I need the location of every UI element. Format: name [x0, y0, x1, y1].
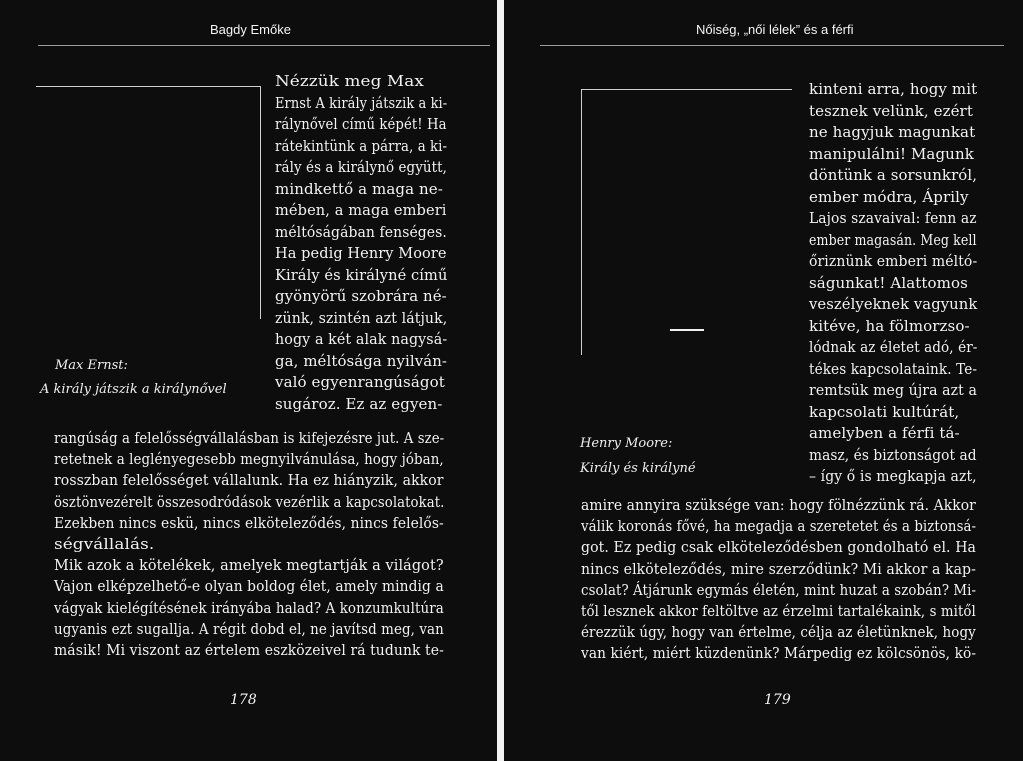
- text-line: ember módra, Áprily: [809, 187, 969, 206]
- page-gutter: [497, 0, 504, 761]
- text-line: masz, és biztonságot ad: [809, 445, 977, 464]
- text-line: amire annyira szüksége van: hogy fölnézzünk rá. Akkor: [581, 496, 976, 514]
- text-line: kinteni arra, hogy mit: [809, 80, 978, 98]
- right-caption-title: Király és királyné: [580, 461, 696, 476]
- text-line: érezzük úgy, hogy van értelme, célja az életünknek, hogy: [581, 623, 976, 642]
- image-fragment-mark: [670, 329, 704, 331]
- text-line: őriznünk emberi méltó-: [809, 252, 978, 270]
- text-line: manipulálni! Magunk: [809, 144, 974, 163]
- text-line: gyönyörű szobrára né-: [275, 287, 447, 305]
- text-line: ember magasán. Meg kell: [809, 230, 977, 249]
- right-header-rule: [540, 45, 1004, 46]
- text-line: amelyben a férfi tá-: [809, 424, 960, 442]
- right-running-head: Nőiség, „női lélek” és a férfi: [696, 22, 854, 37]
- text-line: ségvállalás.: [54, 535, 155, 553]
- text-line: ugyanis ezt sugallja. A régit dobd el, ne javítsd meg, van: [54, 619, 444, 638]
- text-line: től lesznek akkor feltöltve az érzelmi tartalékaink, s mitől: [581, 602, 976, 620]
- text-line: Lajos szavaival: fenn az: [809, 209, 977, 227]
- text-line: rátekintünk a párra, a ki-: [275, 136, 448, 155]
- right-page-number: 179: [764, 692, 791, 708]
- text-line: döntünk a sorsunkról,: [809, 166, 978, 184]
- text-line: ga, méltósága nyilván-: [275, 351, 448, 370]
- text-line: van kiért, miért küzdenünk? Márpedig ez kölcsönös, kö-: [581, 644, 977, 663]
- left-caption-artist: Max Ernst:: [55, 358, 128, 373]
- text-line: rálynővel című képét! Ha: [275, 115, 447, 133]
- text-line: ösztönvezérelt összesodródások vezérlik a kapcsolatokat.: [54, 492, 445, 511]
- text-line: ságunkat! Alattomos: [809, 273, 968, 292]
- text-line: Nézzük meg Max: [275, 72, 424, 90]
- text-line: Mik azok a kötelékek, amelyek megtartják a világot?: [54, 556, 444, 575]
- left-caption-title: A király játszik a királynővel: [40, 382, 227, 397]
- text-line: mében, a maga emberi: [275, 201, 447, 219]
- text-line: való egyenrangúságot: [275, 373, 445, 391]
- left-running-head: Bagdy Emőke: [210, 22, 291, 37]
- text-line: – így ő is megkapja azt,: [809, 467, 977, 485]
- text-line: veszélyeknek vagyunk: [809, 295, 978, 313]
- text-line: ne hagyjuk magunkat: [809, 123, 976, 141]
- text-line: tékes kapcsolataink. Te-: [809, 359, 978, 378]
- text-line: tesznek velünk, ezért: [809, 101, 973, 120]
- left-image-placeholder: [36, 86, 261, 319]
- text-line: válik koronás fővé, ha megadja a szeretetet és a biztonsá-: [581, 517, 977, 536]
- left-page-number: 178: [230, 692, 257, 708]
- text-line: vágyak kielégítésének irányába halad? A konzumkultúra: [54, 598, 444, 617]
- right-image-placeholder: [581, 89, 792, 355]
- text-line: rosszban felelősséget vállalunk. Ha ez hiányzik, akkor: [54, 471, 444, 490]
- text-line: csolat? Átjárunk egymás életén, mint huzat a szobán? Mi-: [581, 580, 977, 599]
- text-line: Ezekben nincs eskü, nincs elköteleződés, nincs felelős-: [54, 513, 444, 532]
- text-line: Ha pedig Henry Moore: [275, 244, 447, 262]
- text-line: nincs elköteleződés, mire szerződünk? Mi akkor a kap-: [581, 559, 976, 578]
- text-line: méltóságában fenséges.: [275, 222, 447, 241]
- text-line: retetnek a leglényegesebb megnyilvánulása, hogy jóban,: [54, 450, 444, 469]
- text-line: got. Ez pedig csak elköteleződésben gondolható el. Ha: [581, 538, 977, 557]
- text-line: remtsük meg újra azt a: [809, 381, 977, 399]
- right-caption-artist: Henry Moore:: [580, 436, 673, 451]
- text-line: Ernst A király játszik a ki-: [275, 93, 448, 112]
- text-line: sugároz. Ez az egyen-: [275, 394, 443, 413]
- text-line: mindkettő a maga ne-: [275, 179, 443, 198]
- text-line: Vajon elképzelhető-e olyan boldog élet, amely mindig a: [54, 577, 444, 596]
- text-line: hogy a két alak nagysá-: [275, 330, 448, 348]
- text-line: kitéve, ha fölmorzso-: [809, 316, 970, 335]
- left-header-rule: [38, 45, 490, 46]
- text-line: rály és a királynő együtt,: [275, 158, 447, 176]
- text-line: rangúság a felelősségvállalásban is kifejezésre jut. A sze-: [54, 429, 445, 447]
- text-line: kapcsolati kultúrát,: [809, 402, 960, 421]
- text-line: zünk, szintén azt látjuk,: [275, 308, 448, 327]
- text-line: Király és királyné című: [275, 265, 448, 284]
- text-line: másik! Mi viszont az értelem eszközeivel rá tudunk te-: [54, 641, 444, 659]
- text-line: lódnak az életet adó, ér-: [809, 338, 978, 356]
